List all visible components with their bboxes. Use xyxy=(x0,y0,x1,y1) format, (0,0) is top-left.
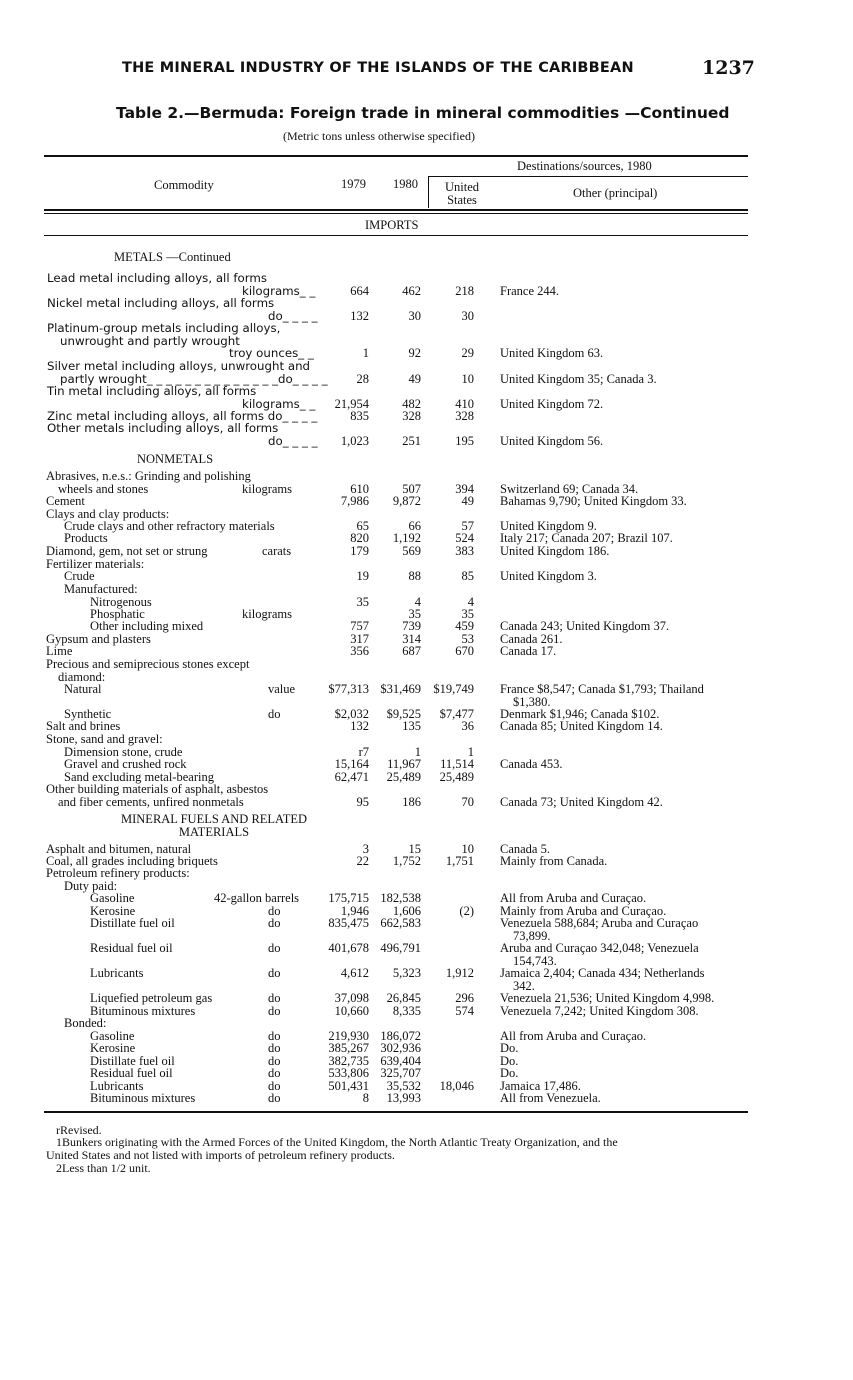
commodity-label: Silver metal including alloys, unwrought and xyxy=(47,359,311,373)
cell-us: 4 xyxy=(467,595,474,609)
cell-y1979: 28 xyxy=(356,371,369,386)
commodity-label: wheels and stones xyxy=(58,481,149,496)
cell-y1979: 62,471 xyxy=(334,770,369,784)
cell-y1980: 9,872 xyxy=(392,494,421,508)
cell-y1980: 4 xyxy=(414,595,421,609)
cell-y1980: 496,791 xyxy=(380,941,421,955)
rule-imports xyxy=(44,235,748,236)
cell-y1979: 179 xyxy=(350,544,369,558)
section-heading-nonmetals: NONMETALS xyxy=(137,452,214,466)
col-header-1979: 1979 xyxy=(341,177,366,191)
cell-us: 1,912 xyxy=(445,966,474,980)
cell-y1979: r7 xyxy=(358,745,369,759)
cell-y1980: 507 xyxy=(402,481,421,496)
cell-other-principal: Venezuela 21,536; United Kingdom 4,998. xyxy=(500,991,715,1005)
cell-us: 328 xyxy=(455,409,474,423)
cell-other-principal: Mainly from Canada. xyxy=(500,854,608,868)
commodity-label: Gasoline xyxy=(90,1029,135,1043)
rule-top xyxy=(44,155,748,157)
commodity-label: Stone, sand and gravel: xyxy=(46,732,163,746)
cell-us: $7,477 xyxy=(439,707,474,721)
commodity-label: Coal, all grades including briquets xyxy=(46,854,218,868)
cell-us: 1 xyxy=(467,745,474,759)
cell-y1979: 1,023 xyxy=(340,433,369,448)
col-header-other: Other (principal) xyxy=(573,186,658,200)
commodity-label: do xyxy=(268,966,281,980)
cell-y1980: 186,072 xyxy=(380,1029,421,1043)
cell-y1980: 35 xyxy=(408,607,421,621)
commodity-label: Sand excluding metal-bearing xyxy=(64,770,214,784)
commodity-label: Kerosine xyxy=(90,904,136,918)
cell-other-principal: $1,380. xyxy=(513,694,551,709)
cell-other-principal: Canada 85; United Kingdom 14. xyxy=(500,719,663,733)
cell-other-principal: Venezuela 7,242; United Kingdom 308. xyxy=(500,1004,699,1018)
cell-y1979: 35 xyxy=(356,595,369,609)
cell-other-principal: United Kingdom 9. xyxy=(500,519,597,533)
cell-y1979: 132 xyxy=(350,308,369,323)
col-header-1980: 1980 xyxy=(393,177,418,191)
cell-other-principal: All from Venezuela. xyxy=(500,1091,601,1105)
cell-us: 36 xyxy=(461,719,474,733)
cell-y1979: 65 xyxy=(356,519,369,533)
footnote-1-cont: United States and not listed with imports of petroleum refinery products. xyxy=(46,1148,395,1162)
cell-y1980: $9,525 xyxy=(386,707,421,721)
commodity-label: do xyxy=(268,1029,281,1043)
commodity-label: Other including mixed xyxy=(90,619,204,633)
cell-us: 296 xyxy=(455,991,474,1005)
commodity-label: Lead metal including alloys, all forms xyxy=(47,271,268,285)
commodity-label: value xyxy=(268,682,296,696)
commodity-label: partly wrought_ _ _ _ _ _ _ _ _ _ _ _ _ _do_ _ _ _ xyxy=(60,371,328,386)
cell-y1980: 739 xyxy=(402,619,421,633)
cell-y1979: 385,267 xyxy=(328,1041,369,1055)
commodity-label: do xyxy=(268,991,281,1005)
cell-y1979: 219,930 xyxy=(328,1029,369,1043)
cell-other-principal: Venezuela 588,684; Aruba and Curaçao xyxy=(500,916,699,930)
cell-y1979: 1 xyxy=(362,346,369,360)
cell-y1980: 92 xyxy=(408,346,421,360)
cell-us: 670 xyxy=(455,644,474,658)
commodity-label: Residual fuel oil xyxy=(90,1066,173,1080)
cell-y1980: $31,469 xyxy=(380,682,421,696)
commodity-label: Lime xyxy=(46,644,73,658)
cell-us: 18,046 xyxy=(439,1079,474,1093)
cell-y1980: 66 xyxy=(408,519,421,533)
cell-us: 35 xyxy=(461,607,474,621)
commodity-label: kilograms xyxy=(242,607,292,621)
cell-y1980: 662,583 xyxy=(380,916,421,930)
commodity-label: Distillate fuel oil xyxy=(90,916,175,930)
commodity-label: Liquefied petroleum gas xyxy=(90,991,213,1005)
commodity-label: do_ _ _ _ xyxy=(268,308,318,323)
commodity-label: Bituminous mixtures xyxy=(90,1004,196,1018)
commodity-label: 42-gallon barrels xyxy=(214,891,300,905)
cell-us: 25,489 xyxy=(439,770,474,784)
cell-other-principal: Canada 17. xyxy=(500,644,557,658)
cell-y1980: 26,845 xyxy=(386,991,421,1005)
cell-other-principal: Do. xyxy=(500,1041,519,1055)
col-header-united-states: United States xyxy=(444,180,480,207)
cell-other-principal: Canada 261. xyxy=(500,632,563,646)
commodity-label: do xyxy=(268,1066,281,1080)
commodity-label: do xyxy=(268,1091,281,1105)
cell-other-principal: 154,743. xyxy=(513,953,557,968)
table-title: Table 2.—Bermuda: Foreign trade in mineral commodities —Continued xyxy=(116,104,730,122)
cell-other-principal: Jamaica 2,404; Canada 434; Netherlands xyxy=(500,966,705,980)
commodity-label: Precious and semiprecious stones except xyxy=(46,657,250,671)
cell-other-principal: Canada 453. xyxy=(500,757,563,771)
commodity-label: kilograms_ _ xyxy=(242,283,316,298)
commodity-label: and fiber cements, unfired nonmetals xyxy=(58,794,244,809)
footnote-1: 1Bunkers originating with the Armed Forces of the United Kingdom, the North Atlantic Treaty Organization, and the xyxy=(56,1135,618,1149)
commodity-label: Residual fuel oil xyxy=(90,941,173,955)
cell-y1979: 95 xyxy=(356,794,369,809)
commodity-label: do xyxy=(268,916,281,930)
commodity-label: kilograms_ _ xyxy=(242,396,316,411)
cell-y1980: 15 xyxy=(408,842,421,856)
commodity-label: Fertilizer materials: xyxy=(46,557,145,571)
cell-us: 10 xyxy=(461,842,474,856)
cell-us: 30 xyxy=(461,308,474,323)
cell-other-principal: Do. xyxy=(500,1054,519,1068)
cell-other-principal: Canada 73; United Kingdom 42. xyxy=(500,794,663,809)
commodity-label: Cement xyxy=(46,494,85,508)
cell-y1980: 186 xyxy=(402,794,421,809)
cell-y1979: 10,660 xyxy=(334,1004,369,1018)
commodity-label: Dimension stone, crude xyxy=(64,745,183,759)
commodity-label: Synthetic xyxy=(64,707,112,721)
commodity-label: Crude clays and other refractory materials xyxy=(64,519,275,533)
cell-other-principal: Switzerland 69; Canada 34. xyxy=(500,481,639,496)
cell-y1979: 1,946 xyxy=(340,904,369,918)
cell-us: 11,514 xyxy=(440,757,474,771)
cell-y1980: 182,538 xyxy=(380,891,421,905)
commodity-label: Abrasives, n.e.s.: Grinding and polishing xyxy=(46,469,251,483)
cell-y1979: 501,431 xyxy=(328,1079,369,1093)
running-title: THE MINERAL INDUSTRY OF THE ISLANDS OF THE CARIBBEAN xyxy=(122,60,634,76)
commodity-label: diamond: xyxy=(58,669,106,684)
commodity-label: Lubricants xyxy=(90,966,144,980)
cell-y1980: 314 xyxy=(402,632,421,646)
cell-other-principal: Mainly from Aruba and Curaçao. xyxy=(500,904,667,918)
cell-y1979: 401,678 xyxy=(328,941,369,955)
commodity-label: Clays and clay products: xyxy=(46,507,170,521)
cell-other-principal: Canada 5. xyxy=(500,842,550,856)
cell-other-principal: All from Aruba and Curaçao. xyxy=(500,891,647,905)
cell-us: 459 xyxy=(455,619,474,633)
rule-header-bottom xyxy=(44,209,748,211)
commodity-label: Other metals including alloys, all forms xyxy=(47,421,279,435)
commodity-label: Manufactured: xyxy=(64,582,138,596)
cell-y1979: 610 xyxy=(350,481,369,496)
cell-y1980: 569 xyxy=(402,544,421,558)
cell-y1979: 19 xyxy=(356,569,369,583)
cell-y1980: 11,967 xyxy=(387,757,421,771)
cell-y1979: 8 xyxy=(362,1091,369,1105)
cell-other-principal: Bahamas 9,790; United Kingdom 33. xyxy=(500,494,687,508)
cell-us: (2) xyxy=(459,904,474,918)
section-heading-mineral-fuels: MINERAL FUELS AND RELATED MATERIALS xyxy=(121,812,307,839)
cell-other-principal: All from Aruba and Curaçao. xyxy=(500,1029,647,1043)
cell-other-principal: Aruba and Curaçao 342,048; Venezuela xyxy=(500,941,699,955)
cell-y1979: 382,735 xyxy=(328,1054,369,1068)
cell-other-principal: Italy 217; Canada 207; Brazil 107. xyxy=(500,531,673,545)
cell-y1979: 317 xyxy=(350,632,369,646)
cell-us: 195 xyxy=(455,433,474,448)
rule-bottom xyxy=(44,1111,748,1113)
cell-y1980: 5,323 xyxy=(392,966,421,980)
cell-y1979: 132 xyxy=(350,719,369,733)
cell-other-principal: France 244. xyxy=(500,283,560,298)
commodity-label: do xyxy=(268,904,281,918)
cell-y1979: 664 xyxy=(350,283,369,298)
cell-us: 410 xyxy=(455,396,474,411)
cell-us: 383 xyxy=(455,544,474,558)
commodity-label: do xyxy=(268,1041,281,1055)
cell-us: 29 xyxy=(461,346,474,360)
cell-y1980: 639,404 xyxy=(380,1054,421,1068)
cell-y1979: 22 xyxy=(356,854,369,868)
cell-y1980: 482 xyxy=(402,396,421,411)
cell-us: 524 xyxy=(455,531,474,545)
commodity-label: Nickel metal including alloys, all forms xyxy=(47,296,275,310)
col-header-destinations: Destinations/sources, 1980 xyxy=(517,159,652,173)
commodity-label: do xyxy=(268,1004,281,1018)
cell-y1980: 462 xyxy=(402,283,421,298)
commodity-label: Phosphatic xyxy=(90,607,145,621)
commodity-label: Kerosine xyxy=(90,1041,136,1055)
section-imports: IMPORTS xyxy=(365,218,419,232)
cell-y1979: 3 xyxy=(362,842,369,856)
cell-other-principal: Denmark $1,946; Canada $102. xyxy=(500,707,660,721)
cell-y1980: 325,707 xyxy=(380,1066,421,1080)
col-header-commodity: Commodity xyxy=(154,178,214,192)
commodity-label: Asphalt and bitumen, natural xyxy=(46,842,192,856)
cell-y1979: 21,954 xyxy=(334,396,369,411)
cell-y1980: 302,936 xyxy=(380,1041,421,1055)
cell-y1980: 1,606 xyxy=(392,904,421,918)
cell-other-principal: United Kingdom 56. xyxy=(500,433,604,448)
cell-us: 70 xyxy=(461,794,474,809)
cell-y1980: 1,192 xyxy=(392,531,421,545)
cell-y1980: 687 xyxy=(402,644,421,658)
cell-y1980: 88 xyxy=(408,569,421,583)
cell-y1979: 7,986 xyxy=(340,494,369,508)
cell-y1979: 37,098 xyxy=(334,991,369,1005)
commodity-label: kilograms xyxy=(242,481,292,496)
commodity-label: troy ounces_ _ xyxy=(229,346,314,360)
cell-y1979: 835,475 xyxy=(328,916,369,930)
commodity-label: do_ _ _ _ xyxy=(268,433,318,448)
cell-us: 57 xyxy=(461,519,474,533)
commodity-label: Bonded: xyxy=(64,1016,107,1030)
cell-y1979: 757 xyxy=(350,619,369,633)
commodity-label: Other building materials of asphalt, asbestos xyxy=(46,782,269,796)
cell-us: 10 xyxy=(461,371,474,386)
cell-y1980: 1 xyxy=(414,745,421,759)
cell-y1980: 25,489 xyxy=(386,770,421,784)
cell-y1980: 30 xyxy=(408,308,421,323)
rule-dest-divider xyxy=(428,176,429,208)
cell-other-principal: United Kingdom 186. xyxy=(500,544,610,558)
cell-other-principal: Jamaica 17,486. xyxy=(500,1079,581,1093)
commodity-label: carats xyxy=(262,544,292,558)
cell-y1980: 251 xyxy=(402,433,421,448)
cell-y1979: 15,164 xyxy=(334,757,369,771)
cell-y1980: 35,532 xyxy=(386,1079,421,1093)
rule-header-bottom-2 xyxy=(44,213,748,214)
commodity-label: do xyxy=(268,707,281,721)
cell-us: 85 xyxy=(461,569,474,583)
cell-y1980: 13,993 xyxy=(386,1091,421,1105)
commodity-label: Petroleum refinery products: xyxy=(46,866,190,880)
commodity-label: do xyxy=(268,1079,281,1093)
cell-other-principal: United Kingdom 35; Canada 3. xyxy=(500,371,657,386)
commodity-label: Products xyxy=(64,531,108,545)
cell-us: 574 xyxy=(455,1004,474,1018)
cell-y1979: 820 xyxy=(350,531,369,545)
commodity-label: Distillate fuel oil xyxy=(90,1054,175,1068)
cell-y1979: $77,313 xyxy=(328,682,369,696)
cell-other-principal: Do. xyxy=(500,1066,519,1080)
cell-us: 218 xyxy=(455,283,474,298)
cell-y1980: 49 xyxy=(408,371,421,386)
commodity-label: Bituminous mixtures xyxy=(90,1091,196,1105)
cell-other-principal: France $8,547; Canada $1,793; Thailand xyxy=(500,682,704,696)
cell-y1979: 4,612 xyxy=(340,966,369,980)
cell-us: 49 xyxy=(461,494,474,508)
commodity-label: do xyxy=(268,941,281,955)
commodity-label: do xyxy=(268,1054,281,1068)
commodity-label: Gypsum and plasters xyxy=(46,632,151,646)
commodity-label: Gravel and crushed rock xyxy=(64,757,187,771)
cell-other-principal: United Kingdom 3. xyxy=(500,569,597,583)
commodity-label: Zinc metal including alloys, all forms do_ _ _ _ xyxy=(47,409,318,423)
cell-us: 53 xyxy=(461,632,474,646)
cell-y1979: 835 xyxy=(350,409,369,423)
cell-us: $19,749 xyxy=(433,682,474,696)
cell-y1980: 8,335 xyxy=(392,1004,421,1018)
cell-other-principal: Canada 243; United Kingdom 37. xyxy=(500,619,670,633)
cell-y1979: 175,715 xyxy=(328,891,369,905)
cell-y1979: 533,806 xyxy=(328,1066,369,1080)
page-number: 1237 xyxy=(702,57,755,79)
commodity-label: Nitrogenous xyxy=(90,595,152,609)
cell-y1979: 356 xyxy=(350,644,369,658)
commodity-label: Diamond, gem, not set or strung xyxy=(46,544,208,558)
cell-other-principal: 342. xyxy=(513,978,535,993)
cell-y1980: 1,752 xyxy=(392,854,421,868)
table-subtitle: (Metric tons unless otherwise specified) xyxy=(283,129,475,143)
cell-us: 1,751 xyxy=(445,854,474,868)
cell-y1979: $2,032 xyxy=(334,707,369,721)
section-heading-metals: METALS —Continued xyxy=(114,250,231,264)
rule-dest xyxy=(428,176,748,177)
commodity-label: Lubricants xyxy=(90,1079,144,1093)
commodity-label: Tin metal including alloys, all forms xyxy=(47,384,257,398)
commodity-label: Salt and brines xyxy=(46,719,121,733)
commodity-label: Gasoline xyxy=(90,891,135,905)
commodity-label: Platinum-group metals including alloys, xyxy=(47,321,281,335)
cell-y1980: 135 xyxy=(402,719,421,733)
cell-other-principal: United Kingdom 72. xyxy=(500,396,604,411)
cell-us: 394 xyxy=(455,481,474,496)
cell-other-principal: 73,899. xyxy=(513,928,551,943)
commodity-label: Natural xyxy=(64,682,102,696)
footnote-revised: rRevised. xyxy=(56,1123,102,1137)
commodity-label: unwrought and partly wrought xyxy=(60,333,240,348)
commodity-label: Crude xyxy=(64,569,95,583)
cell-other-principal: United Kingdom 63. xyxy=(500,346,604,360)
footnote-2: 2Less than 1/2 unit. xyxy=(56,1161,151,1175)
commodity-label: Duty paid: xyxy=(64,879,118,893)
cell-y1980: 328 xyxy=(402,409,421,423)
